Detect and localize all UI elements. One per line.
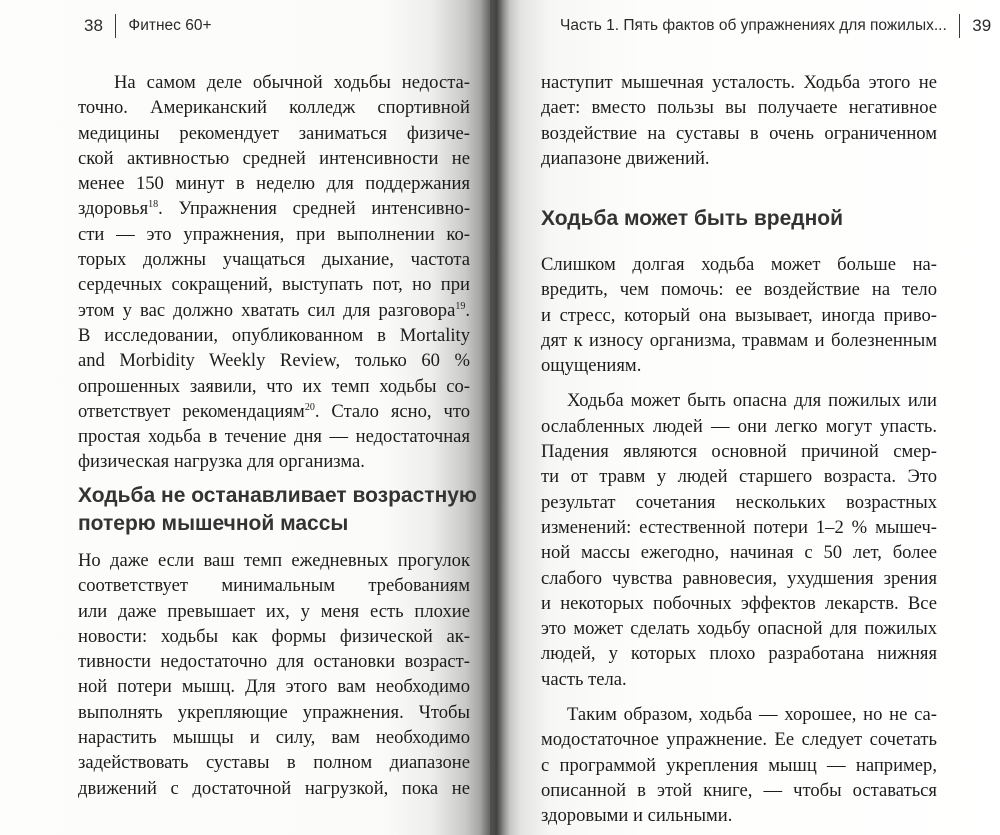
text-line: выполнять укрепляющие упражнения. Чтобы: [78, 701, 470, 723]
text-line: ской активностью средней интенсивности не: [78, 147, 470, 169]
text-line: ослабленных людей — они легко могут упасть.: [541, 415, 937, 437]
text-line: сти — это упражнения, при выполнении ко-: [78, 223, 470, 245]
text-line: ти от травм у людей старшего возраста. Это: [541, 466, 937, 488]
text-line: and Morbidity Weekly Review, только 60 %: [78, 350, 470, 372]
text-line: Падения являются основной причиной смер-: [541, 441, 937, 463]
text-line: слабого чувства равновесия, ухудшения зрения: [541, 567, 937, 589]
footnote-ref[interactable]: 19: [455, 300, 466, 312]
left-running-title: Фитнес 60+: [128, 17, 212, 34]
text-line: В исследовании, опубликованном в Mortality: [78, 324, 470, 346]
left-paragraph-2: [78, 548, 470, 801]
text-line: ощущениям.: [541, 355, 642, 377]
heading-line: Ходьба не останавливает возрастную: [78, 484, 477, 507]
text-line: здоровыми и сильными.: [541, 805, 733, 827]
left-section-heading: [78, 482, 478, 538]
text-line: ной потери мышц. Для этого вам необходимо: [78, 676, 470, 698]
text-line: и стресс, который она вызывает, иногда приво-: [541, 304, 937, 326]
text-line: описанной в этой книге, — чтобы оставаться: [541, 779, 937, 801]
text-line: изменений: естественной потери 1–2 % мышеч-: [541, 516, 937, 538]
text-line: точно. Американский колледж спортивной: [78, 97, 470, 119]
text-line: здоровья$^{18}$. Упражнения средней интенсивно-: [78, 198, 471, 220]
text-line: этом у вас должно хватать сил для разговора$^{19}$.: [78, 299, 470, 321]
text-line: Но даже если ваш темп ежедневных прогулок: [78, 550, 470, 571]
text-line: торых должны учащаться дыхание, частота: [78, 249, 470, 271]
text-line: результат сочетания нескольких возрастных: [541, 491, 937, 513]
text-line: это может сделать ходьбу опасной для пожилых: [541, 618, 937, 640]
text-line: соответствует минимальным требованиям: [78, 575, 470, 597]
header-divider: [959, 14, 961, 38]
text-line: диапазоне движений.: [541, 147, 710, 169]
right-running-title: Часть 1. Пять фактов об упражнениях для пожилых...: [560, 17, 947, 34]
text-line: задействовать суставы в полном диапазоне: [78, 752, 470, 774]
text-line: движений с достаточной нагрузкой, пока не: [78, 777, 470, 799]
text-line: или даже превышает их, у меня есть плохие: [78, 600, 470, 622]
text-line: опрошенных заявили, что их темп ходьбы со-: [78, 375, 470, 397]
right-paragraph-4: [541, 702, 937, 828]
text-line: дят к износу организма, травмам и болезненным: [541, 329, 937, 351]
heading-line: потерю мышечной массы: [78, 512, 349, 535]
text-line: нарастить мышцы и силу, вам необходимо: [78, 727, 470, 749]
right-paragraph-1: [541, 70, 937, 171]
left-paragraph-1: [78, 70, 470, 475]
right-paragraph-2: [541, 252, 937, 829]
right-page-number: 39: [972, 16, 992, 35]
text-line: вредить, чем помочь: ее воздействие на тело: [541, 279, 937, 301]
text-line: Таким образом, ходьба — хорошее, но не са-: [567, 704, 937, 726]
text-line: новости: ходьбы как формы физической ак-: [78, 625, 470, 647]
text-line: На самом деле обычной ходьбы недоста-: [114, 72, 470, 93]
book-gutter-shadow: [480, 0, 510, 835]
text-line: дает: вместо пользы вы получаете негативное: [541, 97, 937, 119]
text-line: и некоторых побочных эффектов лекарств. Все: [541, 592, 937, 614]
right-paragraph-3: [541, 388, 937, 692]
footnote-ref[interactable]: 20: [304, 401, 315, 413]
right-section-heading: Ходьба может быть вредной: [541, 207, 844, 230]
text-line: Ходьба может быть опасна для пожилых или: [567, 390, 937, 412]
header-divider: [115, 14, 117, 38]
text-line: ной массы ежегодно, начиная с 50 лет, более: [541, 542, 937, 564]
text-line: Слишком долгая ходьба может больше на-: [541, 254, 937, 275]
text-line: медицины рекомендует заниматься физиче-: [78, 122, 470, 144]
left-page-number: 38: [84, 16, 103, 35]
text-line: часть тела.: [541, 668, 627, 690]
text-line: ответствует рекомендациям$^{20}$. Стало ясно, что: [78, 400, 470, 422]
left-running-head: [84, 14, 212, 38]
text-line: людей, у которых плохо разработана нижняя: [541, 643, 937, 665]
text-line: воздействие на суставы в очень ограниченном: [541, 122, 937, 144]
text-line: менее 150 минут в неделю для поддержания: [78, 173, 470, 195]
right-running-head: [560, 14, 991, 38]
text-line: сердечных сокращений, выступать пот, но при: [78, 274, 470, 296]
text-line: наступит мышечная усталость. Ходьба этого не: [541, 72, 937, 93]
text-line: модостаточное упражнение. Ее следует сочетать: [541, 729, 937, 751]
footnote-ref[interactable]: 18: [148, 199, 159, 211]
text-line: с программой укрепления мышц — например,: [541, 754, 937, 776]
text-line: физическая нагрузка для организма.: [78, 451, 365, 473]
text-line: простая ходьба в течение дня — недостаточная: [78, 426, 470, 448]
text-line: тивности недостаточно для остановки возраст-: [78, 651, 470, 673]
